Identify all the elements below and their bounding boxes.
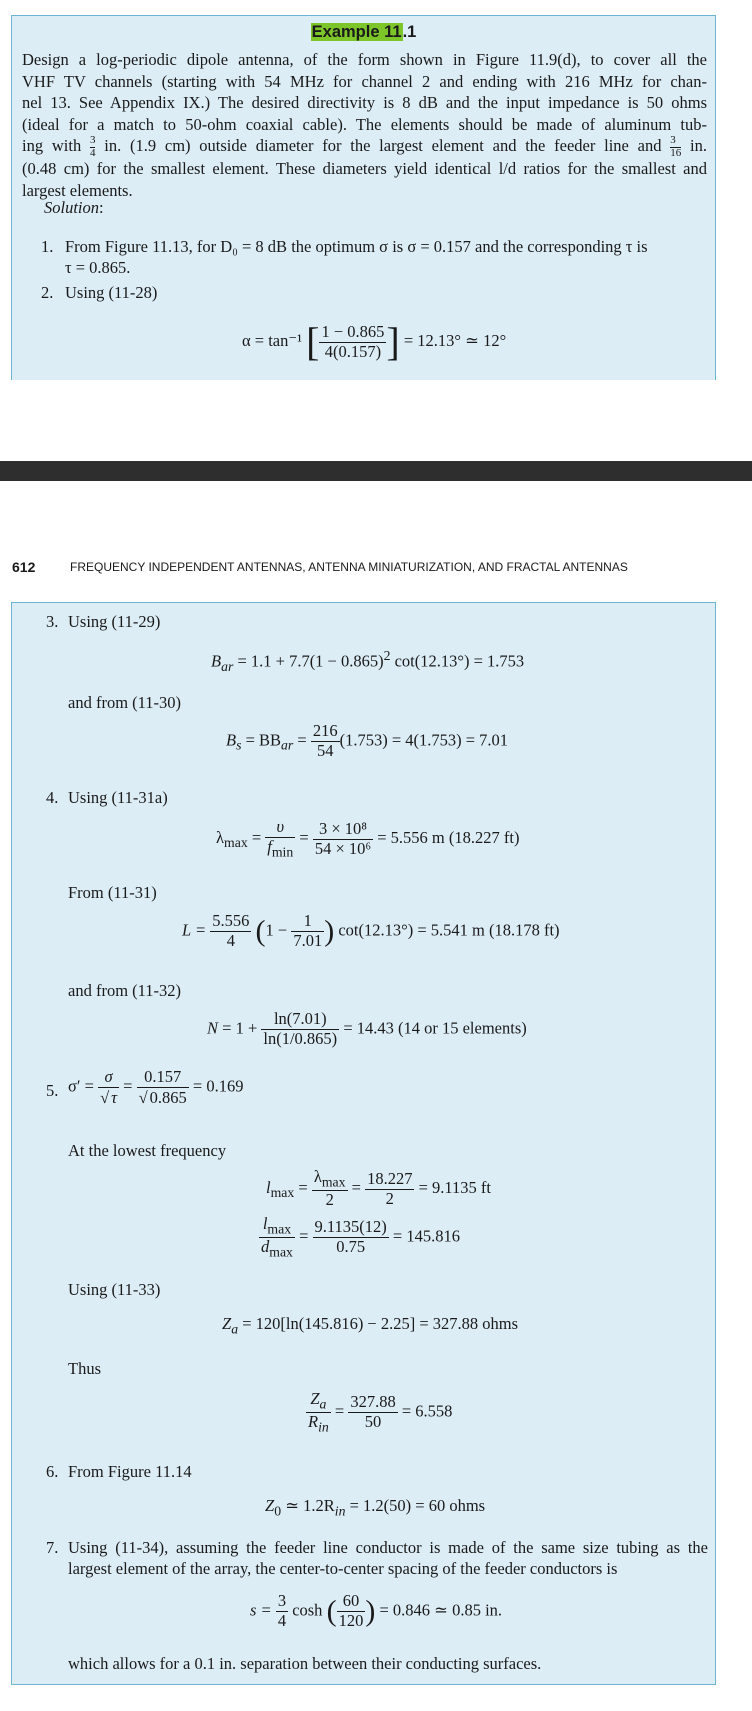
- equation-L: L = $\frac{5.556}{4}$ (1 − $\frac{1}{7.01}$ ) cot(12.13°) = 5.541 m (18.178 ft): [182, 911, 560, 950]
- step-3-number: 3.: [46, 612, 59, 631]
- equation-l-max: $l_{max}$ = $\frac{\lambda_{max}}{2}$ = $\frac{18.227}{2}$ = 9.1135 ft: [266, 1167, 492, 1210]
- page-divider: [0, 461, 752, 481]
- step-7-text-cont: largest element of the array, the center-to-center spacing of the feeder conductors is: [68, 1559, 618, 1578]
- step-6-number: 6.: [46, 1462, 59, 1481]
- step-1-text: From Figure 11.13, for D₀ = 8 dB the optimum σ is σ = 0.157 and the corresponding τ is: [65, 237, 648, 256]
- solution-continued-box: [11, 602, 716, 1685]
- equation-bs: $B_s = BB_{ar}$ = $\frac{216}{54}$ (1.753) = 4(1.753) = 7.01: [226, 721, 509, 760]
- statement-line: (0.48 cm) for the smallest element. These diameters yield identical l/d ratios for the smallest and: [22, 159, 707, 178]
- equation-lambda-max: $\lambda_{max}$ = $\frac{\upsilon}{f_{min}}$ = $\frac{\text{3 × 10⁸}}{\text{54 × 10⁶}}$ = 5.556 m (18.227 ft): [216, 817, 520, 860]
- statement-line: VHF TV channels (starting with 54 MHz for channel 2 and ending with 216 MHz for chan-: [22, 71, 707, 91]
- statement-line: nel 13. See Appendix IX.) The desired directivity is 8 dB and the input impedance is 50 ohms: [22, 93, 707, 112]
- step-1-number: 1.: [41, 237, 54, 256]
- equation-N: N = 1 + $\frac{\ln(7.01)}{\ln(1/0.865)}$ = 14.43 (14 or 15 elements): [207, 1009, 527, 1048]
- statement-line: largest elements.: [22, 180, 133, 200]
- statement-line: Design a log-periodic dipole antenna, of the form shown in Figure 11.9(d), to cover all the: [22, 50, 707, 69]
- step-4-and: and from (11-32): [68, 981, 182, 1000]
- step-7-final: which allows for a 0.1 in. separation between their conducting surfaces.: [68, 1654, 542, 1673]
- example-title-highlight: Example 11: [311, 23, 402, 41]
- step-3-and: and from (11-30): [68, 693, 182, 712]
- step-7-number: 7.: [46, 1538, 59, 1557]
- step-1-text-cont: τ = 0.865.: [65, 258, 131, 277]
- step-2-text: Using (11-28): [65, 283, 158, 302]
- equation-z0: $Z_0$ ≃ $1.2R_{in} = 1.2(50) = 60$ ohms: [265, 1496, 486, 1519]
- solution-label: Solution:: [44, 198, 104, 217]
- equation-bar: $B_{ar} = 1.1 + 7.7(1 - 0.865)^2$ cot(12.13°) = 1.753: [211, 648, 525, 674]
- equation-alpha: α = tan⁻¹ [ $\frac{1 - 0.865}{4(0.157)}$ ] = 12.13° ≃ 12°: [242, 319, 507, 364]
- step-7-text: Using (11-34), assuming the feeder line conductor is made of the same size tubing as the: [68, 1538, 708, 1557]
- step-4-text: Using (11-31a): [68, 788, 168, 807]
- step-4-from: From (11-31): [68, 883, 157, 902]
- statement-line: (ideal for a match to 50-ohm coaxial cable). The elements should be made of aluminum tub-: [22, 114, 707, 134]
- equation-s: s = $\frac{3}{4}$ cosh ( $\frac{60}{120}$ ) = 0.846 ≃ 0.85 in.: [250, 1591, 503, 1630]
- equation-za-rin: $\frac{Z_a}{R_{in}}$ = $\frac{327.88}{50}$ = 6.558: [308, 1389, 453, 1435]
- step-5-number: 5.: [46, 1081, 59, 1100]
- step-5-thus: Thus: [68, 1359, 101, 1378]
- equation-l-over-d: $\frac{l_{max}}{d_{max}}$ = $\frac{9.1135(12)}{0.75}$ = 145.816: [261, 1214, 460, 1260]
- page-number: 612: [12, 559, 36, 575]
- example-box: [11, 15, 716, 380]
- running-title: FREQUENCY INDEPENDENT ANTENNAS, ANTENNA MINIATURIZATION, AND FRACTAL ANTENNAS: [70, 560, 628, 574]
- step-2-number: 2.: [41, 283, 54, 302]
- equation-za: $Z_a = 120[\ln(145.816) - 2.25] = 327.88$ ohms: [222, 1314, 519, 1337]
- problem-statement: [22, 49, 707, 201]
- step-6-text: From Figure 11.14: [68, 1462, 192, 1481]
- statement-line: ing with $\frac{3}{4}$ in. (1.9 cm) outside diameter for the largest element and the feeder line and $\frac{3}{16}$ in.: [22, 134, 707, 159]
- equation-sigma-prime: σ′ = $\frac{\sigma}{√ \tau}$ = $\frac{0.157}{√ 0.865}$ = 0.169: [68, 1067, 244, 1107]
- example-title: Example 11.1: [311, 23, 417, 41]
- step-3-text: Using (11-29): [68, 612, 161, 631]
- step-5-using: Using (11-33): [68, 1280, 161, 1299]
- step-5-lowest: At the lowest frequency: [68, 1141, 227, 1160]
- step-4-number: 4.: [46, 788, 59, 807]
